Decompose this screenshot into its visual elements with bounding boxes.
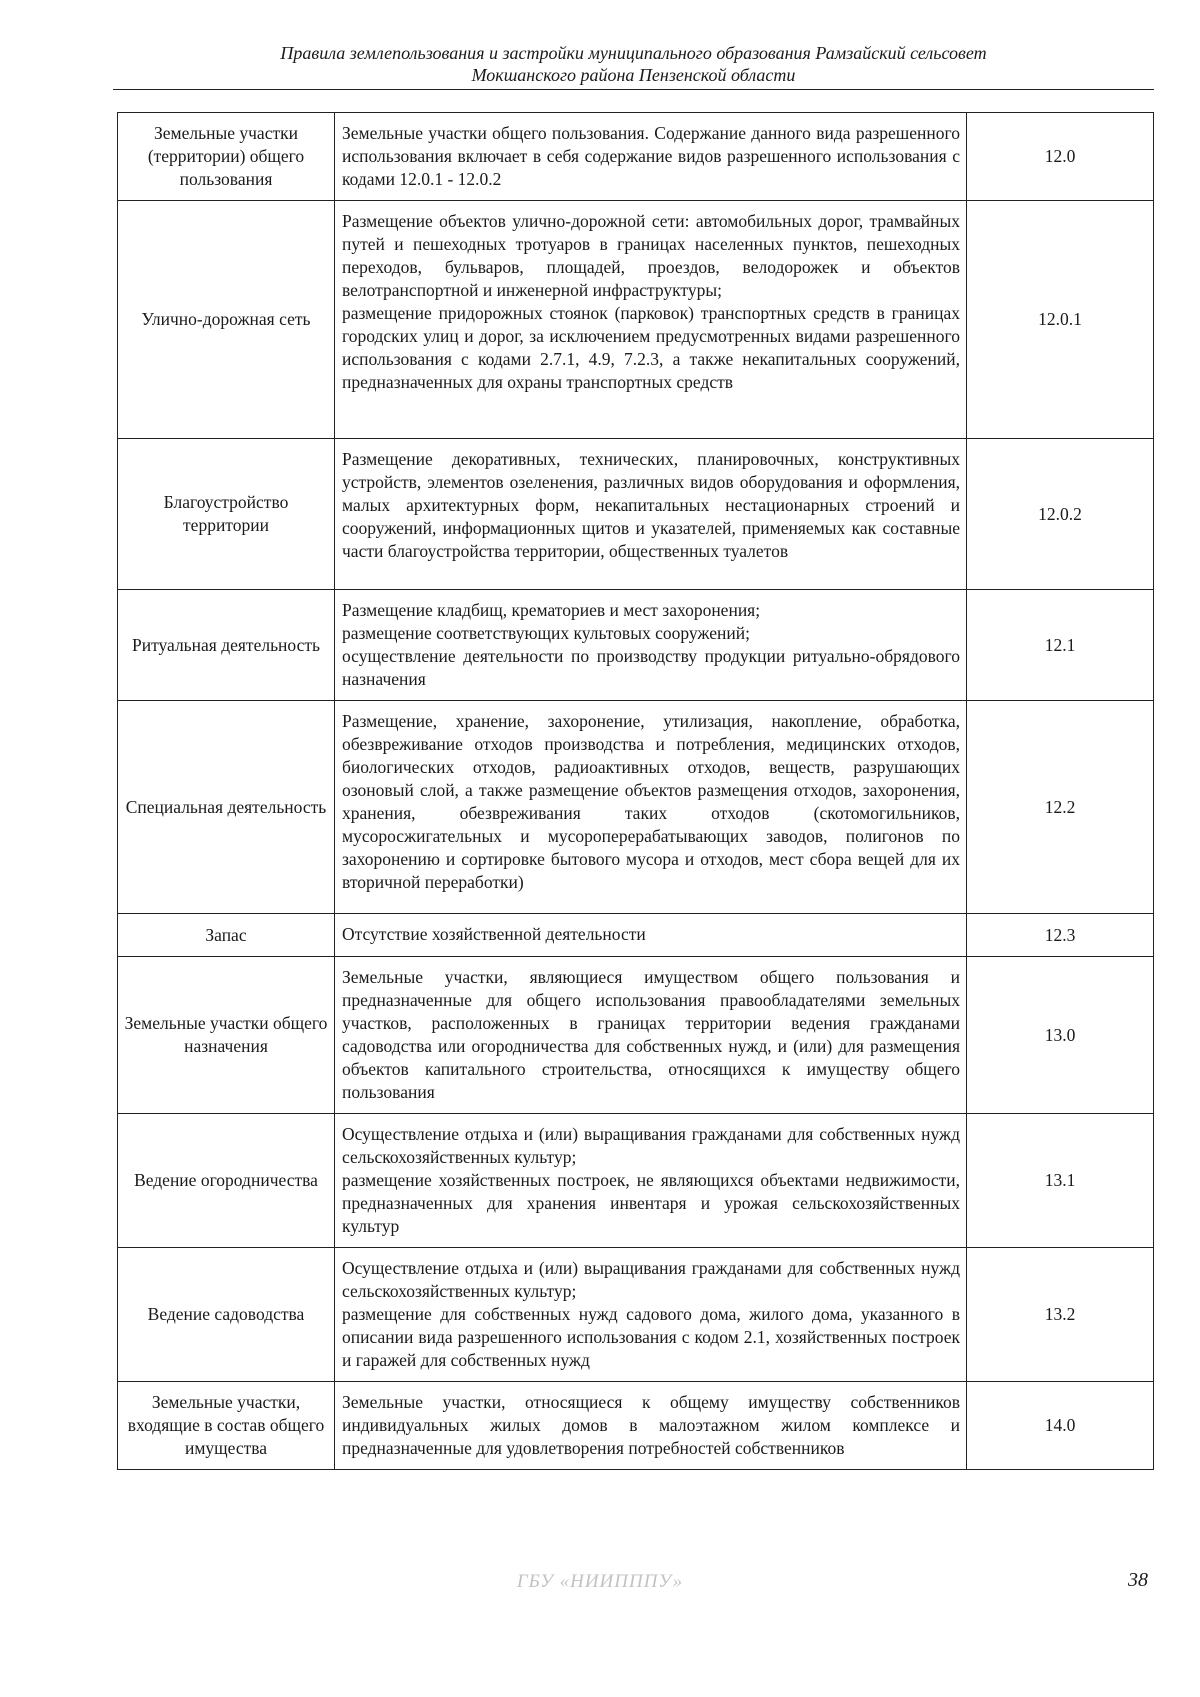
land-use-name-cell: Земельные участки, входящие в состав общего имущества (118, 1382, 335, 1470)
land-use-description-cell (335, 701, 967, 914)
land-use-code-cell: 12.0 (967, 113, 1154, 201)
table-row (118, 201, 1154, 439)
description-paragraph: Земельные участки, являющиеся имуществом общего пользования и предназначенные для общего использования правообладателями земельных участков, расположенных в границах территории ведения гражданами садоводства или огородничества для собственных нужд, и (или) для размещения объектов капитального строительства, относящихся к имуществу общего пользования (342, 967, 960, 1102)
description-paragraph: Размещение, хранение, захоронение, утилизация, накопление, обработка, обезвреживание отходов производства и потребления, медицинских отходов, биологических отходов, радиоактивных отходов, веществ, разрушающих озоновый слой, а также размещение объектов размещения отходов, захоронения, хранения, обезвреживания таких отходов (скотомогильников, мусоросжигательных и мусороперерабатывающих заводов, полигонов по захоронению и сортировке бытового мусора и отходов, мест сбора вещей для их вторичной переработки) (342, 711, 960, 892)
description-paragraph: размещение соответствующих культовых сооружений; (342, 623, 750, 643)
page-number: 38 (1128, 1569, 1148, 1591)
table-row (118, 439, 1154, 590)
page-header (113, 42, 1154, 86)
land-use-code-cell: 12.0.2 (967, 439, 1154, 590)
land-use-code-cell: 12.1 (967, 590, 1154, 701)
land-use-description-cell (335, 1114, 967, 1248)
land-use-name-cell: Ритуальная деятельность (118, 590, 335, 701)
description-paragraph: размещение для собственных нужд садового дома, жилого дома, указанного в описании вида разрешенного использования с кодом 2.1, хозяйственных построек и гаражей для собственных нужд (342, 1304, 960, 1370)
land-use-description-cell (335, 201, 967, 439)
land-use-name-cell: Земельные участки общего назначения (118, 957, 335, 1114)
land-use-description-cell (335, 914, 967, 957)
land-use-code-cell: 13.0 (967, 957, 1154, 1114)
land-use-name-cell: Улично-дорожная сеть (118, 201, 335, 439)
table-row (118, 1114, 1154, 1248)
description-paragraph: Размещение объектов улично-дорожной сети: автомобильных дорог, трамвайных путей и пешеходных тротуаров в границах населенных пунктов, пешеходных переходов, бульваров, площадей, проездов, велодорожек и объектов велотранспортной и инженерной инфраструктуры; (342, 211, 960, 300)
description-paragraph: осуществление деятельности по производству продукции ритуально-обрядового назначения (342, 646, 960, 689)
land-use-code-cell: 12.0.1 (967, 201, 1154, 439)
header-divider (113, 89, 1154, 90)
land-use-description-cell (335, 1248, 967, 1382)
land-use-table (117, 112, 1154, 1470)
table-row (118, 1248, 1154, 1382)
header-title-line-2: Мокшанского района Пензенской области (471, 65, 796, 85)
description-paragraph: Земельные участки, относящиеся к общему имуществу собственников индивидуальных жилых домов в малоэтажном жилом комплексе и предназначенные для удовлетворения потребностей собственников (342, 1392, 960, 1458)
table-body (118, 113, 1154, 1470)
description-paragraph: Отсутствие хозяйственной деятельности (342, 924, 646, 944)
land-use-name-cell: Специальная деятельность (118, 701, 335, 914)
land-use-name-cell: Ведение садоводства (118, 1248, 335, 1382)
land-use-name-cell: Благоустройство территории (118, 439, 335, 590)
table-row (118, 590, 1154, 701)
table-row (118, 113, 1154, 201)
land-use-code-cell: 13.1 (967, 1114, 1154, 1248)
table-row (118, 914, 1154, 957)
description-paragraph: Земельные участки общего пользования. Содержание данного вида разрешенного использования включает в себя содержание видов разрешенного использования с кодами 12.0.1 - 12.0.2 (342, 123, 960, 189)
land-use-description-cell (335, 590, 967, 701)
description-paragraph: Осуществление отдыха и (или) выращивания гражданами для собственных нужд сельскохозяйственных культур; (342, 1124, 960, 1167)
land-use-code-cell: 12.2 (967, 701, 1154, 914)
header-title-line-1: Правила землепользования и застройки муниципального образования Рамзайский сельсовет (280, 43, 987, 63)
description-paragraph: Размещение кладбищ, крематориев и мест захоронения; (342, 600, 761, 620)
table-row (118, 701, 1154, 914)
description-paragraph: Размещение декоративных, технических, планировочных, конструктивных устройств, элементов озеленения, различных видов оборудования и оформления, малых архитектурных форм, некапитальных нестационарных строений и сооружений, информационных щитов и указателей, применяемых как составные части благоустройства территории, общественных туалетов (342, 449, 960, 561)
land-use-code-cell: 14.0 (967, 1382, 1154, 1470)
land-use-description-cell (335, 439, 967, 590)
land-use-code-cell: 13.2 (967, 1248, 1154, 1382)
description-paragraph: размещение хозяйственных построек, не являющихся объектами недвижимости, предназначенных для хранения инвентаря и урожая сельскохозяйственных культур (342, 1170, 960, 1236)
land-use-name-cell: Земельные участки (территории) общего пользования (118, 113, 335, 201)
land-use-code-cell: 12.3 (967, 914, 1154, 957)
land-use-description-cell (335, 113, 967, 201)
land-use-description-cell (335, 957, 967, 1114)
land-use-name-cell: Запас (118, 914, 335, 957)
table-row (118, 1382, 1154, 1470)
land-use-name-cell: Ведение огородничества (118, 1114, 335, 1248)
description-paragraph: размещение придорожных стоянок (парковок) транспортных средств в границах городских улиц и дорог, за исключением предусмотренных видами разрешенного использования с кодами 2.7.1, 4.9, 7.2.3, а также некапитальных сооружений, предназначенных для охраны транспортных средств (342, 303, 960, 392)
footer-organization: ГБУ «НИИПППУ» (516, 1571, 684, 1592)
description-paragraph: Осуществление отдыха и (или) выращивания гражданами для собственных нужд сельскохозяйственных культур; (342, 1258, 960, 1301)
table-row (118, 957, 1154, 1114)
land-use-description-cell (335, 1382, 967, 1470)
